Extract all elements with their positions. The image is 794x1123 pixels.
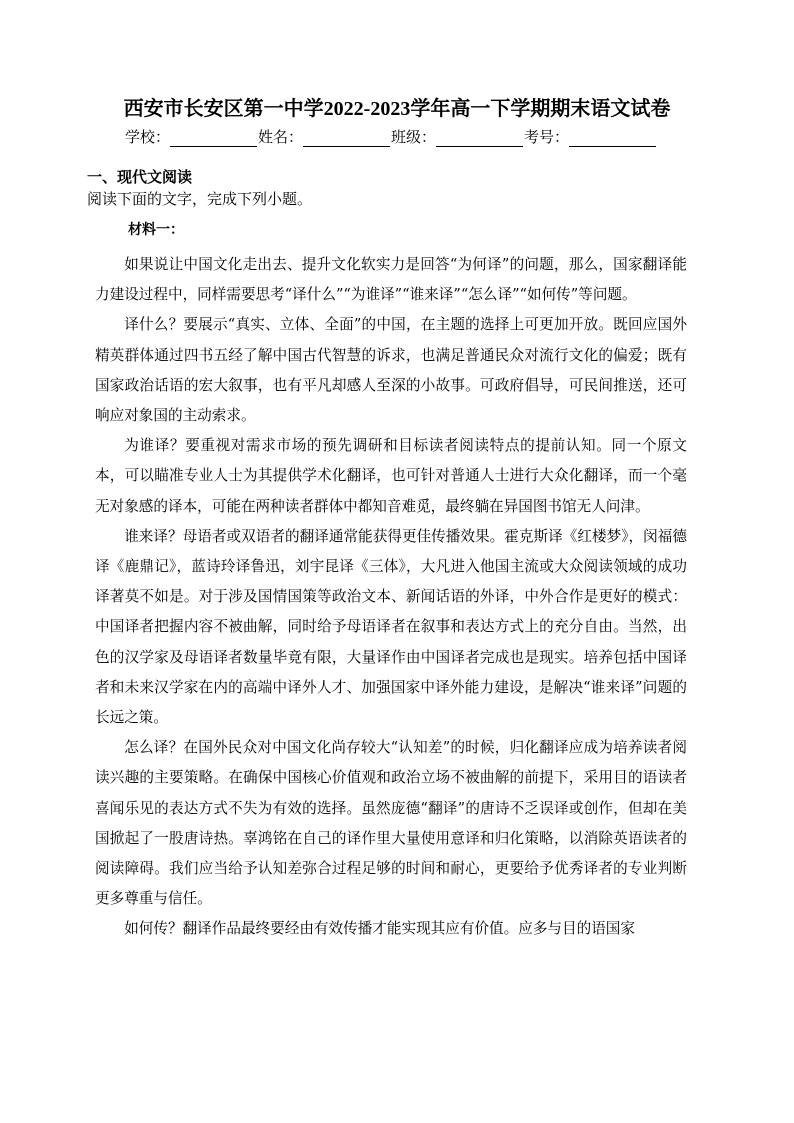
passage-paragraph: 如果说让中国文化走出去、提升文化软实力是回答“为何译”的问题，那么，国家翻译能力建设过程中，同样需要思考“译什么”“为谁译”“谁来译”“怎么译”“如何传”等问题。 [95,256,687,304]
passage-paragraph: 怎么译？在国外民众对中国文化尚存较大“认知差”的时候，归化翻译应成为培养读者阅读兴趣的主要策略。在确保中国核心价值观和政治立场不被曲解的前提下，采用目的语读者喜闻乐见的表达方式不失为有效的选择。虽然庞德“翻译”的唐诗不乏误译或创作，但却在美国掀起了一股唐诗热。辜鸿铭在自己的译作里大量使用意译和归化策略，以消除英语读者的阅读障碍。我们应当给予认知差弥合过程足够的时间和耐心，更要给予优秀译者的专业判断更多尊重与信任。 [95,739,687,908]
name-label: 姓名： [258,128,304,146]
school-field [125,127,258,147]
name-blank [303,130,390,147]
passage-body [95,250,687,945]
exam-number-blank [569,130,656,147]
passage-paragraph: 如何传？翻译作品最终要经由有效传播才能实现其应有价值。应多与目的语国家 [124,920,635,938]
passage-paragraph: 为谁译？要重视对需求市场的预先调研和目标读者阅读特点的提前认知。同一个原文本，可以瞄准专业人士为其提供学术化翻译，也可针对普通人士进行大众化翻译，而一个毫无对象感的译本，可能在两种读者群体中都知音难觅，最终躺在异国图书馆无人问津。 [95,437,687,515]
class-field [391,127,524,147]
school-label: 学校： [125,128,171,146]
class-blank [436,130,523,147]
reading-instruction: 阅读下面的文字，完成下列小题。 [87,190,313,208]
document-title: 西安市长安区第一中学2022-2023学年高一下学期期末语文试卷 [123,98,671,120]
section-heading: 一、现代文阅读 [87,168,193,186]
passage-paragraph: 译什么？要展示“真实、立体、全面”的中国，在主题的选择上可更加开放。既回应国外精英群体通过四书五经了解中国古代智慧的诉求，也满足普通民众对流行文化的偏爱；既有国家政治话语的宏大叙事，也有平凡却感人至深的小故事。可政府倡导，可民间推送，还可响应对象国的主动索求。 [95,316,687,425]
class-label: 班级： [391,128,437,146]
school-blank [170,130,257,147]
material-label: 材料一： [128,222,184,238]
student-info-row [125,127,685,147]
exam-number-field [524,127,657,147]
exam-number-label: 考号： [524,128,570,146]
name-field [258,127,391,147]
passage-paragraph: 谁来译？母语者或双语者的翻译通常能获得更佳传播效果。霍克斯译《红楼梦》，闵福德译《鹿鼎记》，蓝诗玲译鲁迅，刘宇昆译《三体》，大凡进入他国主流或大众阅读领域的成功译著莫不如是。对于涉及国情国策等政治文本、新闻话语的外译，中外合作是更好的模式：中国译者把握内容不被曲解，同时给予母语译者在叙事和表达方式上的充分自由。当然，出色的汉学家及母语译者数量毕竟有限，大量译作由中国译者完成也是现实。培养包括中国译者和未来汉学家在内的高端中译外人才、加强国家中译外能力建设，是解决“谁来译”问题的长远之策。 [95,527,687,727]
